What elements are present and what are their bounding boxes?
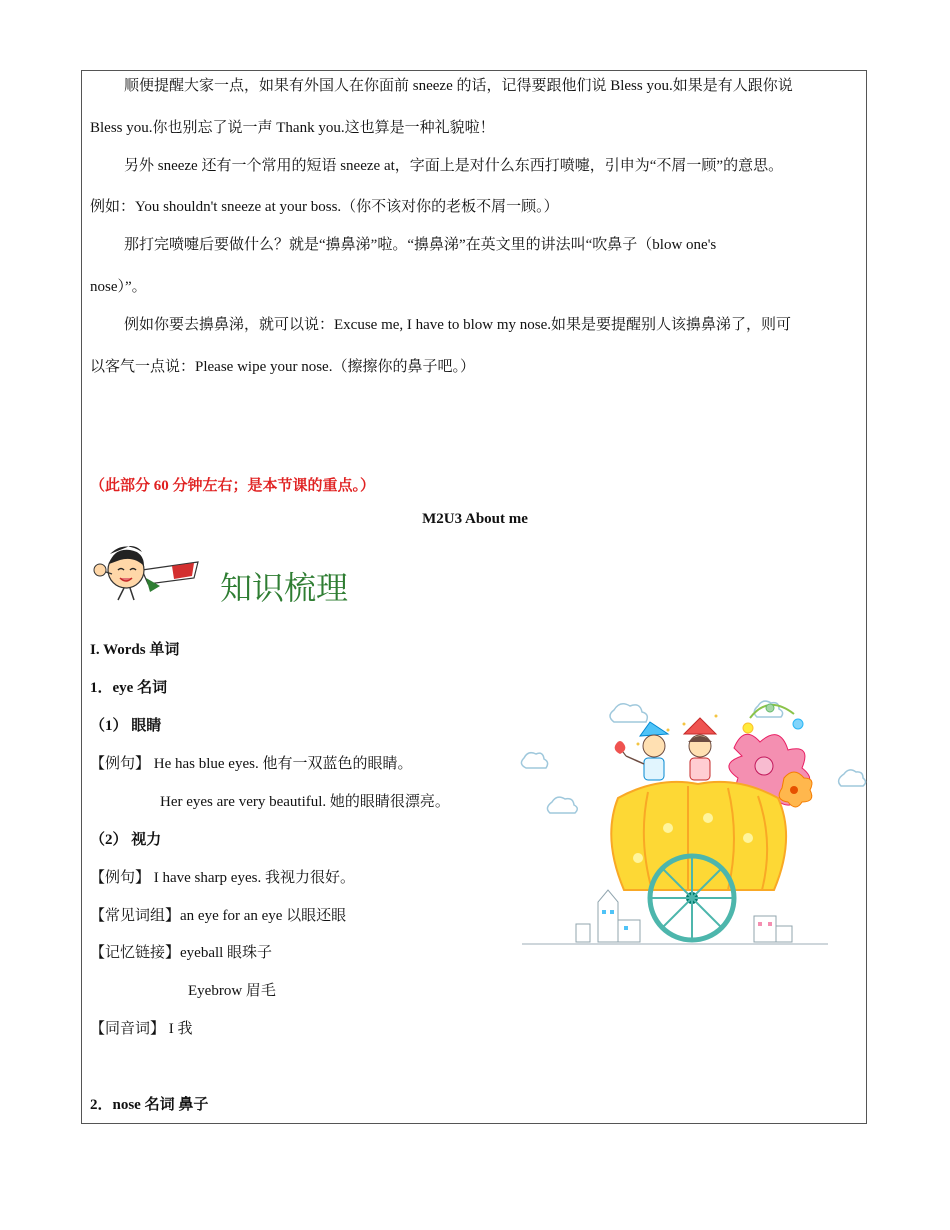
eye-phrase: 【常见词组】an eye for an eye 以眼还眼 (90, 908, 347, 924)
eye-memory-link: 【记忆链接】eyeball 眼珠子 (90, 945, 273, 961)
word-nose-heading: 2．nose 名词 鼻子 (90, 1097, 209, 1113)
kids-pumpkin-cart-illustration (518, 688, 870, 953)
section-title: 知识梳理 (220, 569, 349, 607)
time-note: （此部分 60 分钟左右；是本节课的重点。） (90, 478, 376, 494)
words-heading: I. Words 单词 (90, 642, 180, 658)
eye-sense-1: （1） 眼睛 (90, 718, 162, 734)
intro-p3-line2: nose）”。 (90, 279, 147, 295)
eye-sense-2: （2） 视力 (90, 832, 162, 848)
intro-p3-line1: 那打完喷嚏后要做什么？就是“擤鼻涕”啦。“擤鼻涕”在英文里的讲法叫“吹鼻子（blow one's (124, 237, 717, 253)
intro-p1-line1: 顺便提醒大家一点，如果有外国人在你面前 sneeze 的话，记得要跟他们说 Bless you.如果是有人跟你说 (124, 78, 793, 94)
eye-memory-link-2: Eyebrow 眉毛 (188, 983, 276, 999)
eye-homophone: 【同音词】 I 我 (90, 1021, 193, 1037)
flying-boy-mascot (90, 542, 202, 604)
intro-p2-line2: 例如：You shouldn't sneeze at your boss.（你不该对你的老板不屑一顾。） (90, 199, 559, 215)
eye-example-1: 【例句】 He has blue eyes. 他有一双蓝色的眼睛。 (90, 756, 413, 772)
intro-p4-line1: 例如你要去擤鼻涕，就可以说：Excuse me, I have to blow my nose.如果是要提醒别人该擤鼻涕了，则可 (124, 317, 792, 333)
intro-p2-line1: 另外 sneeze 还有一个常用的短语 sneeze at，字面上是对什么东西打喷嚏，引申为“不屑一顾”的意思。 (124, 158, 784, 174)
intro-p4-line2: 以客气一点说：Please wipe your nose.（擦擦你的鼻子吧。） (90, 359, 475, 375)
eye-example-2: Her eyes are very beautiful. 她的眼睛很漂亮。 (160, 794, 450, 810)
unit-title: M2U3 About me (422, 511, 528, 527)
eye-example-3: 【例句】 I have sharp eyes. 我视力很好。 (90, 870, 355, 886)
intro-p1-line2: Bless you.你也别忘了说一声 Thank you.这也算是一种礼貌啦！ (90, 120, 495, 136)
word-eye-heading: 1．eye 名词 (90, 680, 168, 696)
